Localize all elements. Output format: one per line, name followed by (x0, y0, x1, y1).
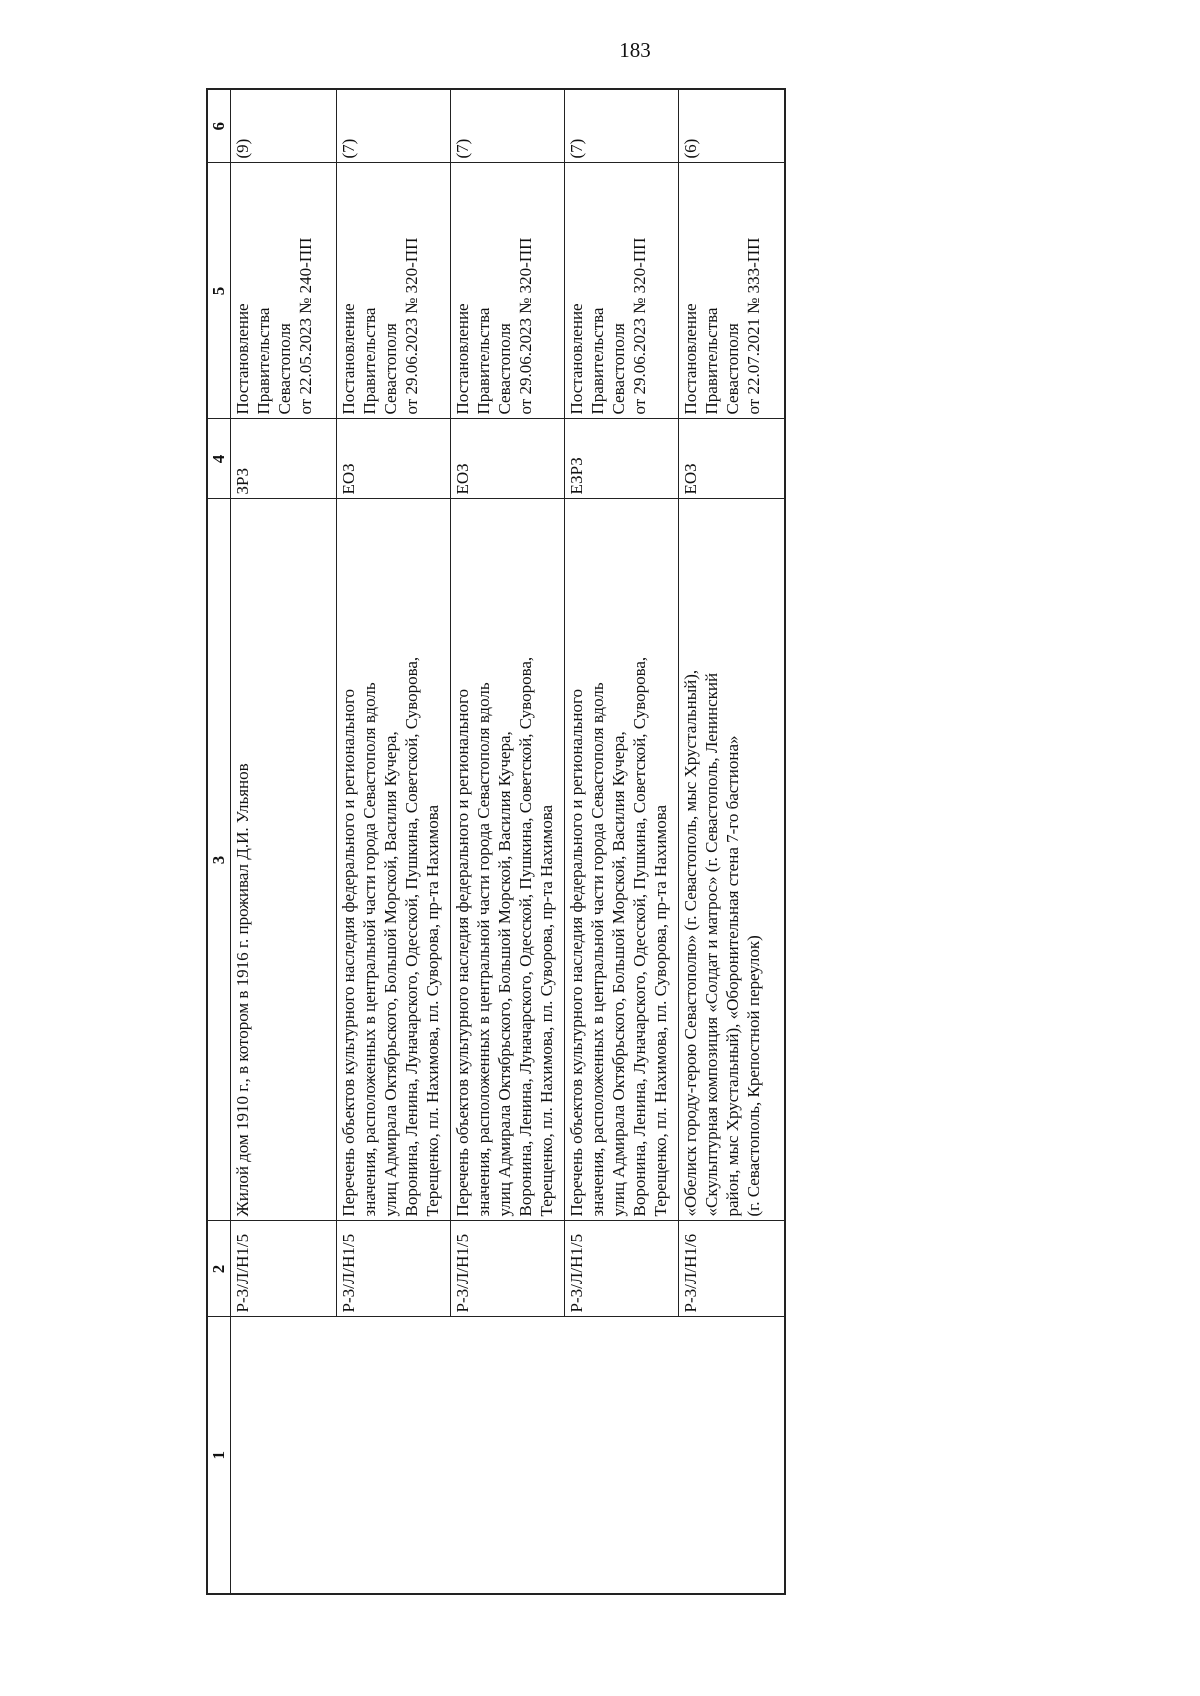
col1-merged-cell (231, 1317, 786, 1594)
description-line: значения, расположенных в центральной части города Севастополя вдоль (474, 682, 494, 1217)
document-line: Правительства (254, 307, 273, 415)
document-line: Севастополя (609, 323, 629, 415)
document-line: Севастополя (495, 323, 515, 415)
code-cell: Р-3/Л/Н1/5 (337, 1221, 451, 1317)
header-row (207, 89, 231, 1594)
document-line: Правительства (360, 307, 379, 415)
header-col-3: 3 (207, 499, 231, 1221)
document-line: Правительства (474, 307, 494, 415)
description-line: район, мыс Хрустальный), «Оборонительная стена 7-го бастиона» (723, 735, 743, 1217)
page-number: 183 (619, 38, 651, 62)
header-col-5: 5 (207, 163, 231, 419)
code-cell: Р-3/Л/Н1/5 (451, 1221, 565, 1317)
description-line: улиц Адмирала Октябрьского, Большой Морской, Василия Кучера, (609, 731, 629, 1217)
code-cell: Р-3/Л/Н1/6 (679, 1221, 785, 1317)
description-line: улиц Адмирала Октябрьского, Большой Морской, Василия Кучера, (381, 731, 400, 1217)
document-line: Постановление (453, 303, 473, 415)
description-line: улиц Адмирала Октябрьского, Большой Морской, Василия Кучера, (495, 731, 515, 1217)
header-col-2: 2 (207, 1221, 231, 1317)
document-line: от 29.06.2023 № 320-ПП (516, 237, 536, 415)
header-col-1: 1 (207, 1317, 231, 1594)
document-line: Севастополя (723, 323, 743, 415)
document-line: Постановление (233, 303, 252, 415)
description-line: Перечень объектов культурного наследия федерального и регионального (453, 689, 473, 1217)
description-cell (679, 499, 785, 1221)
header-col-4: 4 (207, 419, 231, 499)
ref-cell: (6) (679, 89, 785, 163)
description-line: «Скульптурная композиция «Солдат и матрос» (г. Севастополь, Ленинский (702, 672, 722, 1217)
category-cell: ЕЗРЗ (565, 419, 679, 499)
register-table (206, 88, 786, 1595)
document-line: Правительства (588, 307, 608, 415)
description-line: Перечень объектов культурного наследия федерального и регионального (339, 689, 358, 1217)
document-line: Постановление (339, 303, 358, 415)
category-cell: ЕОЗ (451, 419, 565, 499)
document-line: Постановление (567, 303, 587, 415)
document-line: от 22.07.2021 № 333-ПП (744, 237, 764, 415)
document-line: от 22.05.2023 № 240-ПП (296, 237, 315, 415)
description-line: (г. Севастополь, Крепостной переулок) (744, 935, 764, 1217)
ref-cell: (9) (231, 89, 337, 163)
category-cell: ЕОЗ (679, 419, 785, 499)
document-line: от 29.06.2023 № 320-ПП (630, 237, 650, 415)
table-row (231, 89, 337, 1594)
description-line: Воронина, Ленина, Луначарского, Одесской, Пушкина, Советской, Суворова, (630, 656, 650, 1217)
description-line: Жилой дом 1910 г., в котором в 1916 г. проживал Д.И. Ульянов (233, 763, 252, 1217)
document-line: Постановление (681, 303, 701, 415)
document-cell (451, 163, 565, 419)
description-line: Терещенко, пл. Нахимова, пл. Суворова, пр-та Нахимова (423, 804, 442, 1217)
document-cell (231, 163, 337, 419)
category-cell: ЗРЗ (231, 419, 337, 499)
description-line: Перечень объектов культурного наследия федерального и регионального (567, 689, 587, 1217)
header-col-6: 6 (207, 89, 231, 163)
document-line: Правительства (702, 307, 722, 415)
description-cell (231, 499, 337, 1221)
code-cell: Р-3/Л/Н1/5 (565, 1221, 679, 1317)
description-cell (337, 499, 451, 1221)
ref-cell: (7) (337, 89, 451, 163)
description-cell (451, 499, 565, 1221)
description-line: Терещенко, пл. Нахимова, пл. Суворова, пр-та Нахимова (537, 804, 557, 1217)
description-cell (565, 499, 679, 1221)
description-line: значения, расположенных в центральной части города Севастополя вдоль (588, 682, 608, 1217)
document-line: Севастополя (381, 323, 400, 415)
document-line: от 29.06.2023 № 320-ПП (402, 237, 421, 415)
description-line: значения, расположенных в центральной части города Севастополя вдоль (360, 682, 379, 1217)
description-line: Терещенко, пл. Нахимова, пл. Суворова, пр-та Нахимова (651, 804, 671, 1217)
code-cell: Р-3/Л/Н1/5 (231, 1221, 337, 1317)
document-cell (337, 163, 451, 419)
document-cell (679, 163, 785, 419)
document-line: Севастополя (275, 323, 294, 415)
rotated-table-container (206, 90, 786, 1595)
ref-cell: (7) (565, 89, 679, 163)
description-line: «Обелиск городу-герою Севастополю» (г. Севастополь, мыс Хрустальный), (681, 669, 701, 1217)
description-line: Воронина, Ленина, Луначарского, Одесской, Пушкина, Советской, Суворова, (402, 656, 421, 1217)
category-cell: ЕОЗ (337, 419, 451, 499)
ref-cell: (7) (451, 89, 565, 163)
description-line: Воронина, Ленина, Луначарского, Одесской, Пушкина, Советской, Суворова, (516, 656, 536, 1217)
document-cell (565, 163, 679, 419)
